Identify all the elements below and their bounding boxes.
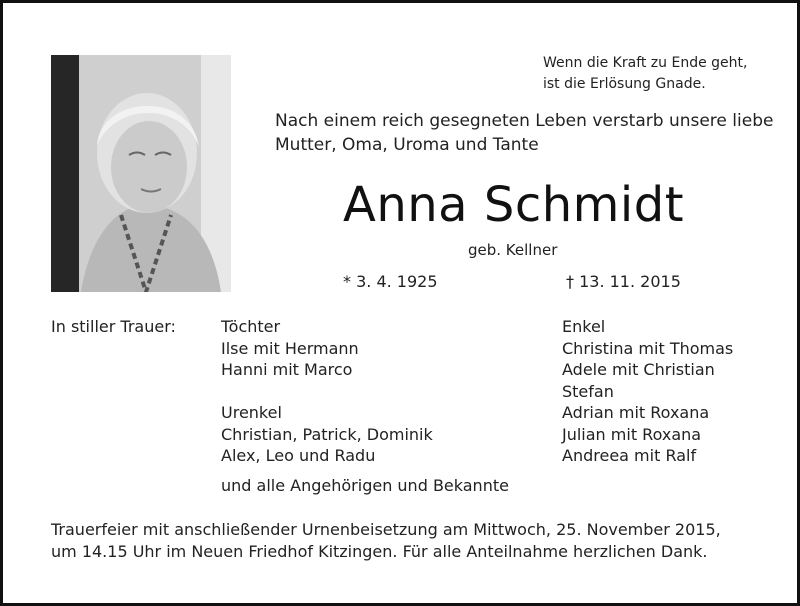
footer-line: um 14.15 Uhr im Neuen Friedhof Kitzingen. Für alle Anteilnahme herzlichen Dank. <box>51 542 708 561</box>
family-heading-daughters: Töchter <box>221 317 281 336</box>
family-entry: Ilse mit Hermann <box>221 338 359 358</box>
family-entry: Stefan <box>562 381 614 401</box>
quote-line: ist die Erlösung Gnade. <box>543 76 706 92</box>
family-list-middle <box>221 316 433 467</box>
family-entry: Hanni mit Marco <box>221 360 353 379</box>
family-heading-great-grandchildren: Urenkel <box>221 403 282 422</box>
quote-line: Wenn die Kraft zu Ende geht, <box>543 55 748 71</box>
family-entry: Adrian mit Roxana <box>562 403 710 422</box>
family-list-right <box>562 316 733 467</box>
family-entry: Andreea mit Ralf <box>562 446 697 465</box>
family-spacer <box>221 381 433 403</box>
footer-line: Trauerfeier mit anschließender Urnenbeisetzung am Mittwoch, 25. November 2015, <box>51 520 721 539</box>
maiden-name: geb. Kellner <box>468 241 558 259</box>
family-entry: Julian mit Roxana <box>562 424 702 444</box>
intro-line: Nach einem reich gesegneten Leben verstarb unsere liebe <box>275 111 774 131</box>
family-heading-grandchildren: Enkel <box>562 317 606 336</box>
intro-text <box>275 109 773 157</box>
birth-date: * 3. 4. 1925 <box>343 272 438 291</box>
family-entry: Adele mit Christian <box>562 360 715 379</box>
portrait-illustration <box>51 55 231 292</box>
relatives-line: und alle Angehörigen und Bekannte <box>221 476 509 495</box>
deceased-name: Anna Schmidt <box>343 177 685 233</box>
family-entry: Alex, Leo und Radu <box>221 446 376 465</box>
intro-line: Mutter, Oma, Uroma und Tante <box>275 135 539 155</box>
funeral-details <box>51 519 721 563</box>
portrait-photo <box>51 55 231 292</box>
epigraph-quote <box>543 53 747 95</box>
death-date: † 13. 11. 2015 <box>566 272 681 291</box>
family-entry: Christina mit Thomas <box>562 338 734 358</box>
mourners-label: In stiller Trauer: <box>51 317 176 336</box>
family-entry: Christian, Patrick, Dominik <box>221 424 433 444</box>
